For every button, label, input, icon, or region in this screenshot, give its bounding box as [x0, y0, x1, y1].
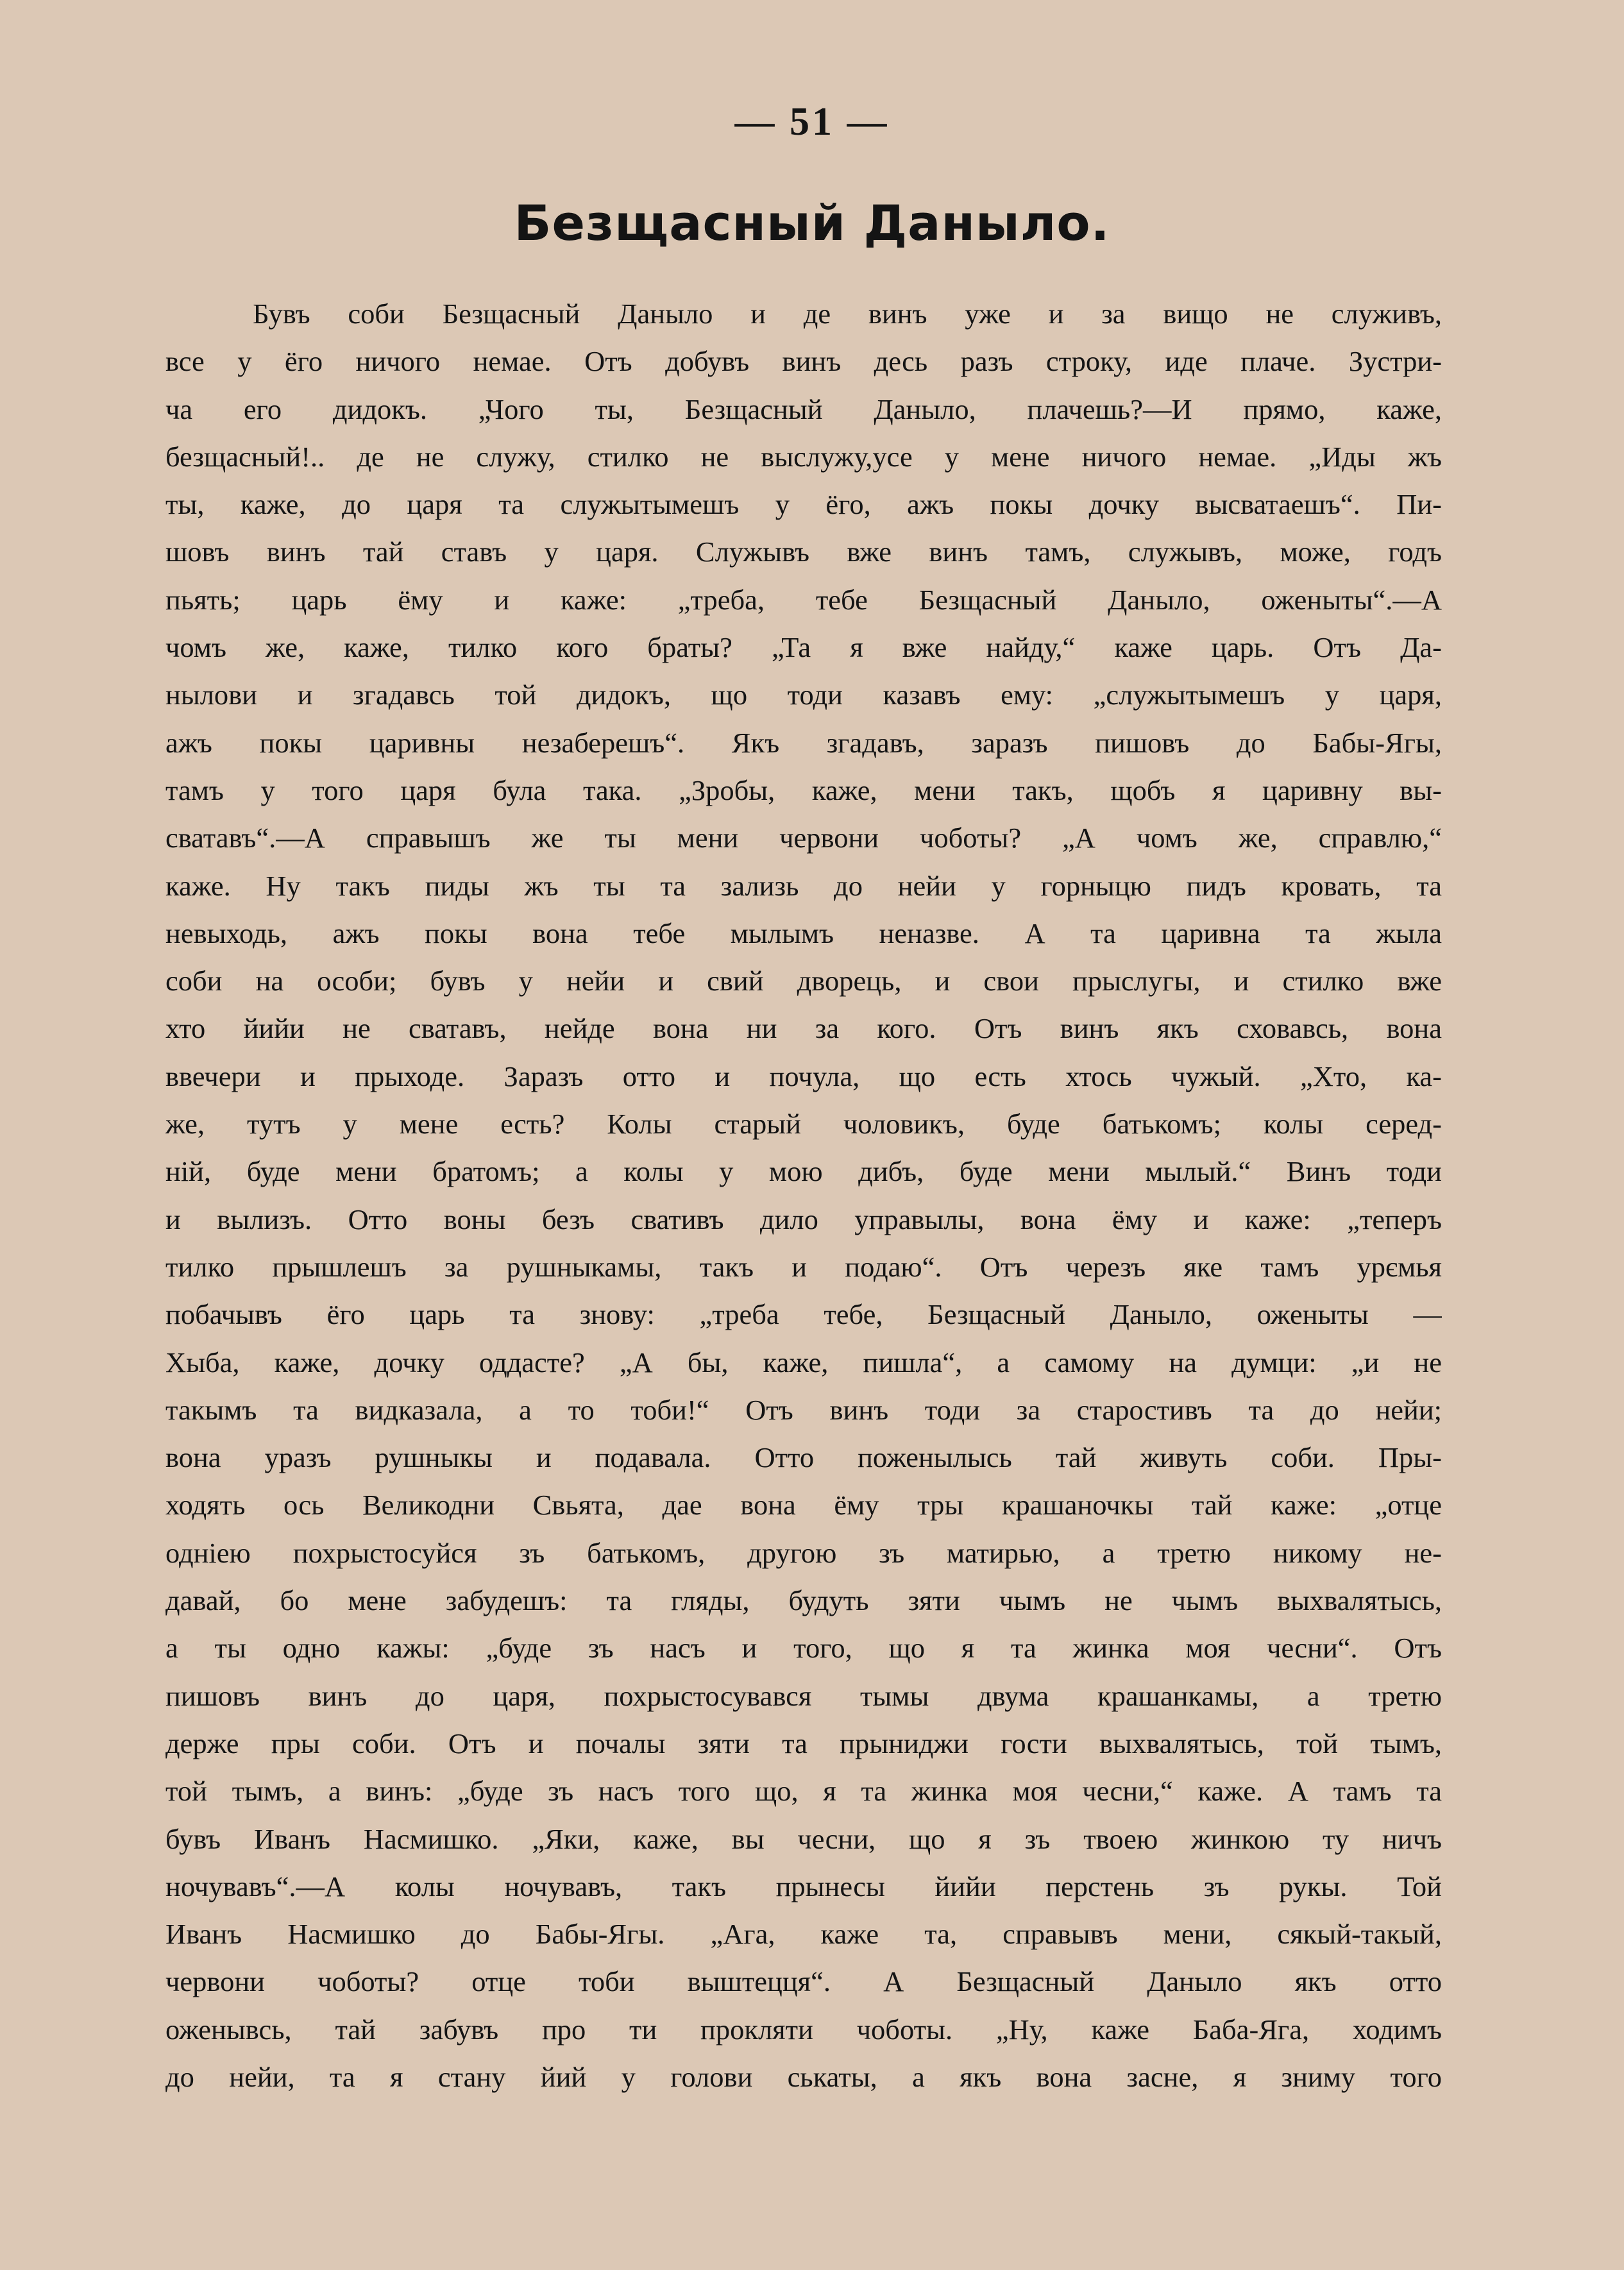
text-line: побачывъ ёго царь та знову: „треба тебе, Безщасный Даныло, оженыты —	[165, 1298, 1442, 1331]
story-title: Безщасный Даныло.	[514, 194, 1110, 251]
text-line: Бувъ соби Безщасный Даныло и де винъ уже и за вищо не служивъ,	[253, 298, 1442, 330]
text-line: держе пры соби. Отъ и почалы зяти та прыниджи гости выхвалятысь, той тымъ,	[165, 1727, 1442, 1759]
text-line: а ты одно кажы: „буде зъ насъ и того, що я та жинка моя чесни“. Отъ	[165, 1632, 1442, 1664]
text-line: шовъ винъ тай ставъ у царя. Служывъ вже винъ тамъ, служывъ, може, годъ	[165, 536, 1442, 568]
text-line: хто йийи не сватавъ, нейде вона ни за кого. Отъ винъ якъ сховавсь, вона	[165, 1012, 1442, 1045]
text-line: Хыба, каже, дочку оддасте? „А бы, каже, пишла“, а самому на думци: „и не	[165, 1346, 1442, 1378]
text-line: чомъ же, каже, тилко кого браты? „Та я вже найду,“ каже царь. Отъ Да-	[165, 631, 1442, 664]
text-line: той тымъ, а винъ: „буде зъ насъ того що, я та жинка моя чесни,“ каже. А тамъ та	[165, 1775, 1442, 1808]
text-line: ввечери и прыходе. Заразъ отто и почула, що есть хтось чужый. „Хто, ка-	[165, 1060, 1442, 1092]
page-number: — 51 —	[734, 100, 890, 144]
text-line: вона уразъ рушныкы и подавала. Отто поженылысь тай живуть соби. Пры-	[165, 1441, 1442, 1474]
text-line: бувъ Иванъ Насмишко. „Яки, каже, вы чесни, що я зъ твоею жинкою ту ничъ	[165, 1822, 1442, 1855]
text-line: Иванъ Насмишко до Бабы-Ягы. „Ага, каже та, справывъ мени, сякый-такый,	[165, 1918, 1442, 1951]
text-line: такымъ та видказала, а то тоби!“ Отъ винъ тоди за старостивъ та до нейи;	[165, 1393, 1442, 1426]
text-line: ночувавъ“.—А колы ночувавъ, такъ прынесы йийи перстень зъ рукы. Той	[165, 1870, 1442, 1902]
text-line: ты, каже, до царя та служытымешъ у ёго, ажъ покы дочку высватаешъ“. Пи-	[165, 488, 1442, 521]
text-line: ча его дидокъ. „Чого ты, Безщасный Даныло, плачешь?—И прямо, каже,	[165, 393, 1442, 425]
text-line: безщасный!.. де не служу, стилко не выслужу,усе у мене ничого немае. „Иды жъ	[165, 440, 1442, 473]
text-line: все у ёго ничого немае. Отъ добувъ винъ десь разъ строку, иде плаче. Зустри-	[165, 345, 1442, 378]
text-line: ажъ покы царивны незаберешъ“. Якъ згадавъ, заразъ пишовъ до Бабы-Ягы,	[165, 726, 1442, 759]
text-line: тамъ у того царя була така. „Зробы, каже, мени такъ, щобъ я царивну вы-	[165, 774, 1442, 806]
story-body	[165, 290, 1442, 2101]
text-line: пишовъ винъ до царя, похрыстосувався тымы двума крашанкамы, а третю	[165, 1679, 1442, 1712]
text-line: до нейи, та я стану йий у голови ськаты, а якъ вона засне, я зниму того	[165, 2060, 1442, 2093]
text-line: ній, буде мени братомъ; а колы у мою дибъ, буде мени мылый.“ Винъ тоди	[165, 1155, 1442, 1188]
text-line: тилко прышлешъ за рушныкамы, такъ и подаю“. Отъ черезъ яке тамъ урємья	[165, 1250, 1442, 1283]
text-line: и вылизъ. Отто воны безъ свативъ дило управылы, вона ёму и каже: „теперъ	[165, 1203, 1442, 1235]
text-line: червони чоботы? отце тоби выштецця“. А Безщасный Даныло якъ отто	[165, 1965, 1442, 1998]
text-line: же, тутъ у мене есть? Колы старый чоловикъ, буде батькомъ; колы серед-	[165, 1108, 1442, 1140]
text-line: соби на особи; бувъ у нейи и свий дворець, и свои прыслугы, и стилко вже	[165, 965, 1442, 997]
text-line: оженывсь, тай забувъ про ти прокляти чоботы. „Ну, каже Баба-Яга, ходимъ	[165, 2013, 1442, 2046]
text-line: однiею похрыстосуйся зъ батькомъ, другою зъ матирью, а третю никому не-	[165, 1536, 1442, 1569]
text-line: сватавъ“.—А справышъ же ты мени червони чоботы? „А чомъ же, справлю,“	[165, 822, 1442, 854]
text-line: давай, бо мене забудешъ: та гляды, будуть зяти чымъ не чымъ выхвалятысь,	[165, 1584, 1442, 1617]
text-line: ходять ось Великодни Свьята, дае вона ёму тры крашаночкы тай каже: „отце	[165, 1489, 1442, 1521]
text-line: пьять; царь ёму и каже: „треба, тебе Безщасный Даныло, оженыты“.—А	[165, 583, 1442, 616]
text-line: каже. Ну такъ пиды жъ ты та зализь до нейи у горныцю пидъ кровать, та	[165, 869, 1442, 902]
text-line: невыходь, ажъ покы вона тебе мылымъ неназве. А та царивна та жыла	[165, 917, 1442, 949]
text-line: нылови и згадавсь той дидокъ, що тоди казавъ ему: „служытымешъ у царя,	[165, 679, 1442, 711]
